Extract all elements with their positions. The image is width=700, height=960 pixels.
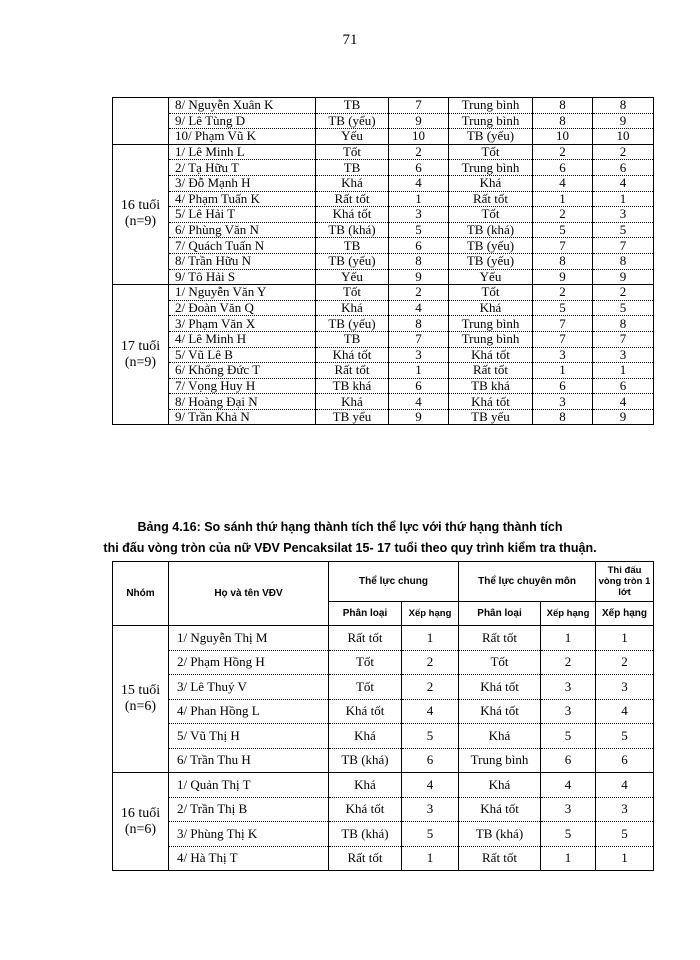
cell-gen-rank: 9 — [389, 409, 449, 425]
cell-gen-rank: 2 — [389, 285, 449, 301]
cell-spec-class: Tốt — [449, 285, 533, 301]
cell-spec-rank: 8 — [533, 98, 593, 114]
cell-spec-rank: 5 — [541, 822, 596, 847]
cell-gen-rank: 8 — [389, 253, 449, 269]
cell-spec-class: TB (yếu) — [449, 238, 533, 254]
cell-comp-rank: 5 — [596, 822, 654, 847]
cell-spec-rank: 6 — [533, 160, 593, 176]
cell-comp-rank: 7 — [593, 331, 654, 347]
cell-gen-class: Tốt — [329, 675, 402, 700]
cell-spec-rank: 4 — [541, 773, 596, 798]
cell-gen-rank: 3 — [389, 347, 449, 363]
cell-name: 5/ Vũ Thị H — [169, 724, 329, 749]
cell-name: 3/ Phạm Văn X — [169, 316, 316, 332]
table-caption-line2: thi đấu vòng tròn của nữ VĐV Pencaksilat 15- 17 tuổi theo quy trình kiểm tra thuận. — [103, 541, 597, 555]
cell-name: 8/ Nguyễn Xuân K — [169, 98, 316, 114]
cell-name: 1/ Quản Thị T — [169, 773, 329, 798]
cell-name: 8/ Hoàng Đại N — [169, 394, 316, 410]
cell-spec-rank: 3 — [541, 797, 596, 822]
cell-name: 3/ Lê Thuý V — [169, 675, 329, 700]
table-row — [113, 144, 654, 160]
cell-name: 5/ Vũ Lê B — [169, 347, 316, 363]
table-row — [113, 175, 654, 191]
cell-name: 2/ Tạ Hữu T — [169, 160, 316, 176]
cell-spec-class: Khá tốt — [459, 797, 541, 822]
cell-name: 2/ Trần Thị B — [169, 797, 329, 822]
cell-gen-rank: 5 — [389, 222, 449, 238]
header-general: Thể lực chung — [329, 562, 459, 602]
cell-gen-rank: 10 — [389, 129, 449, 145]
table-row — [113, 160, 654, 176]
cell-spec-class: Khá tốt — [459, 699, 541, 724]
cell-comp-rank: 6 — [593, 378, 654, 394]
cell-gen-rank: 2 — [402, 675, 459, 700]
cell-gen-rank: 7 — [389, 98, 449, 114]
cell-comp-rank: 8 — [593, 253, 654, 269]
cell-gen-rank: 1 — [402, 626, 459, 651]
cell-spec-rank: 8 — [533, 113, 593, 129]
cell-name: 2/ Đoàn Văn Q — [169, 300, 316, 316]
cell-spec-class: Rất tốt — [459, 846, 541, 871]
cell-gen-rank: 2 — [389, 144, 449, 160]
cell-spec-rank: 1 — [541, 846, 596, 871]
cell-spec-rank: 7 — [533, 316, 593, 332]
cell-spec-rank: 6 — [541, 748, 596, 773]
table-row — [113, 773, 654, 798]
cell-gen-class: Khá — [316, 300, 389, 316]
cell-spec-rank: 3 — [533, 347, 593, 363]
cell-comp-rank: 6 — [596, 748, 654, 773]
cell-spec-class: TB khá — [449, 378, 533, 394]
table-row — [113, 98, 654, 114]
group-label: 17 tuổi (n=9) — [113, 285, 169, 425]
cell-gen-rank: 5 — [402, 724, 459, 749]
table-row — [113, 129, 654, 145]
cell-gen-rank: 4 — [402, 699, 459, 724]
ranking-table-female — [112, 561, 654, 871]
cell-gen-class: Yếu — [316, 129, 389, 145]
cell-spec-rank: 2 — [533, 285, 593, 301]
cell-gen-rank: 4 — [389, 175, 449, 191]
cell-comp-rank: 2 — [593, 285, 654, 301]
cell-comp-rank: 5 — [593, 222, 654, 238]
table-row — [113, 253, 654, 269]
cell-comp-rank: 3 — [596, 797, 654, 822]
cell-spec-rank: 2 — [533, 207, 593, 223]
table-row — [113, 347, 654, 363]
table-row — [113, 699, 654, 724]
cell-spec-rank: 8 — [533, 409, 593, 425]
cell-comp-rank: 7 — [593, 238, 654, 254]
cell-name: 5/ Lê Hải T — [169, 207, 316, 223]
table-row — [113, 822, 654, 847]
header-gen-rank: Xếp hạng — [402, 602, 459, 626]
cell-comp-rank: 8 — [593, 98, 654, 114]
cell-gen-rank: 9 — [389, 269, 449, 285]
cell-gen-class: Khá — [329, 724, 402, 749]
header-group: Nhóm — [113, 562, 169, 626]
cell-gen-class: Tốt — [329, 650, 402, 675]
table-row — [113, 285, 654, 301]
cell-gen-class: TB (khá) — [329, 748, 402, 773]
cell-gen-rank: 3 — [402, 797, 459, 822]
cell-comp-rank: 1 — [596, 846, 654, 871]
cell-spec-rank: 5 — [533, 222, 593, 238]
cell-gen-rank: 1 — [389, 191, 449, 207]
cell-gen-rank: 1 — [402, 846, 459, 871]
table-row — [113, 724, 654, 749]
cell-gen-rank: 2 — [402, 650, 459, 675]
cell-spec-class: TB (khá) — [459, 822, 541, 847]
cell-comp-rank: 1 — [596, 626, 654, 651]
cell-spec-class: Trung bình — [449, 316, 533, 332]
cell-spec-rank: 3 — [533, 394, 593, 410]
cell-comp-rank: 9 — [593, 269, 654, 285]
cell-spec-class: Khá tốt — [449, 394, 533, 410]
cell-gen-class: Khá — [316, 394, 389, 410]
cell-comp-rank: 4 — [593, 175, 654, 191]
cell-gen-class: TB (khá) — [329, 822, 402, 847]
cell-gen-class: TB (yếu) — [316, 316, 389, 332]
cell-comp-rank: 4 — [593, 394, 654, 410]
cell-name: 7/ Vọng Huy H — [169, 378, 316, 394]
cell-gen-class: Tốt — [316, 285, 389, 301]
cell-name: 3/ Đỗ Mạnh H — [169, 175, 316, 191]
table-row — [113, 300, 654, 316]
cell-spec-rank: 1 — [533, 363, 593, 379]
cell-gen-rank: 8 — [389, 316, 449, 332]
cell-gen-rank: 5 — [402, 822, 459, 847]
cell-spec-rank: 10 — [533, 129, 593, 145]
cell-gen-class: TB (yếu) — [316, 253, 389, 269]
table-row — [113, 846, 654, 871]
cell-comp-rank: 9 — [593, 409, 654, 425]
table-row — [113, 238, 654, 254]
cell-spec-rank: 2 — [541, 650, 596, 675]
ranking-table-continued — [112, 97, 654, 425]
cell-comp-rank: 3 — [596, 675, 654, 700]
cell-comp-rank: 4 — [596, 699, 654, 724]
cell-name: 4/ Lê Minh H — [169, 331, 316, 347]
cell-gen-rank: 6 — [389, 238, 449, 254]
cell-gen-class: Khá — [329, 773, 402, 798]
cell-gen-class: Khá — [316, 175, 389, 191]
cell-gen-class: Rất tốt — [316, 191, 389, 207]
table-row — [113, 378, 654, 394]
cell-spec-class: Trung bình — [449, 331, 533, 347]
cell-gen-class: TB — [316, 331, 389, 347]
header-special: Thể lực chuyên môn — [459, 562, 596, 602]
cell-gen-rank: 4 — [389, 394, 449, 410]
header-spec-class: Phân loại — [459, 602, 541, 626]
cell-name: 7/ Quách Tuấn N — [169, 238, 316, 254]
cell-gen-class: TB — [316, 98, 389, 114]
cell-spec-class: Khá tốt — [449, 347, 533, 363]
cell-gen-rank: 1 — [389, 363, 449, 379]
cell-comp-rank: 3 — [593, 347, 654, 363]
cell-spec-rank: 3 — [541, 675, 596, 700]
cell-spec-class: Khá — [449, 300, 533, 316]
table-row — [113, 626, 654, 651]
cell-spec-rank: 4 — [533, 175, 593, 191]
cell-name: 1/ Nguyễn Thị M — [169, 626, 329, 651]
cell-comp-rank: 1 — [593, 191, 654, 207]
cell-spec-class: Khá — [449, 175, 533, 191]
cell-spec-class: Trung bình — [449, 160, 533, 176]
table-row — [113, 331, 654, 347]
cell-name: 4/ Hà Thị T — [169, 846, 329, 871]
cell-name: 8/ Trần Hữu N — [169, 253, 316, 269]
header-spec-rank: Xếp hạng — [541, 602, 596, 626]
cell-spec-class: Rất tốt — [459, 626, 541, 651]
cell-gen-rank: 9 — [389, 113, 449, 129]
header-name: Họ và tên VĐV — [169, 562, 329, 626]
group-label — [113, 98, 169, 145]
cell-name: 6/ Trần Thu H — [169, 748, 329, 773]
cell-name: 10/ Phạm Vũ K — [169, 129, 316, 145]
header-comp-rank: Xếp hạng — [596, 602, 654, 626]
cell-comp-rank: 6 — [593, 160, 654, 176]
cell-name: 4/ Phạm Tuấn K — [169, 191, 316, 207]
table-row — [113, 363, 654, 379]
table-row — [113, 222, 654, 238]
cell-spec-class: Tốt — [449, 207, 533, 223]
cell-spec-rank: 7 — [533, 331, 593, 347]
cell-comp-rank: 2 — [593, 144, 654, 160]
cell-name: 9/ Tô Hải S — [169, 269, 316, 285]
cell-comp-rank: 9 — [593, 113, 654, 129]
cell-spec-class: Rất tốt — [449, 191, 533, 207]
cell-spec-class: Khá tốt — [459, 675, 541, 700]
cell-gen-class: Rất tốt — [316, 363, 389, 379]
cell-spec-class: Trung bình — [449, 113, 533, 129]
cell-spec-rank: 8 — [533, 253, 593, 269]
table-row — [113, 748, 654, 773]
cell-comp-rank: 4 — [596, 773, 654, 798]
cell-name: 4/ Phan Hồng L — [169, 699, 329, 724]
cell-spec-class: TB (yếu) — [449, 129, 533, 145]
cell-spec-class: TB (yếu) — [449, 253, 533, 269]
cell-name: 2/ Phạm Hồng H — [169, 650, 329, 675]
cell-gen-class: Khá tốt — [316, 207, 389, 223]
table-row — [113, 797, 654, 822]
cell-spec-rank: 1 — [533, 191, 593, 207]
cell-spec-class: Khá — [459, 724, 541, 749]
cell-comp-rank: 1 — [593, 363, 654, 379]
cell-gen-class: Yếu — [316, 269, 389, 285]
cell-gen-class: Khá tốt — [329, 797, 402, 822]
table-row — [113, 650, 654, 675]
group-label: 16 tuổi (n=6) — [113, 773, 169, 871]
cell-comp-rank: 5 — [593, 300, 654, 316]
table-row — [113, 316, 654, 332]
cell-spec-class: TB yếu — [449, 409, 533, 425]
cell-gen-class: TB (khá) — [316, 222, 389, 238]
cell-spec-class: Yếu — [449, 269, 533, 285]
cell-comp-rank: 2 — [596, 650, 654, 675]
cell-name: 9/ Lê Tùng D — [169, 113, 316, 129]
cell-gen-class: TB — [316, 238, 389, 254]
cell-spec-rank: 6 — [533, 378, 593, 394]
cell-spec-class: Tốt — [459, 650, 541, 675]
table-row — [113, 409, 654, 425]
cell-spec-rank: 2 — [533, 144, 593, 160]
cell-spec-rank: 3 — [541, 699, 596, 724]
cell-gen-class: Rất tốt — [329, 626, 402, 651]
cell-gen-rank: 7 — [389, 331, 449, 347]
cell-gen-rank: 4 — [402, 773, 459, 798]
cell-gen-class: Tốt — [316, 144, 389, 160]
cell-gen-rank: 4 — [389, 300, 449, 316]
table-row — [113, 394, 654, 410]
cell-gen-class: Rất tốt — [329, 846, 402, 871]
header-competition: Thi đấu vòng tròn 1 lớt — [596, 562, 654, 602]
cell-name: 1/ Lê Minh L — [169, 144, 316, 160]
cell-spec-rank: 5 — [533, 300, 593, 316]
cell-spec-class: Trung bình — [449, 98, 533, 114]
group-label: 16 tuổi (n=9) — [113, 144, 169, 284]
cell-name: 6/ Khổng Đức T — [169, 363, 316, 379]
cell-gen-class: Khá tốt — [329, 699, 402, 724]
table-row — [113, 207, 654, 223]
cell-name: 1/ Nguyễn Văn Y — [169, 285, 316, 301]
table-row — [113, 191, 654, 207]
cell-spec-class: Rất tốt — [449, 363, 533, 379]
cell-spec-rank: 7 — [533, 238, 593, 254]
cell-comp-rank: 8 — [593, 316, 654, 332]
cell-comp-rank: 5 — [596, 724, 654, 749]
cell-comp-rank: 10 — [593, 129, 654, 145]
cell-spec-class: Tốt — [449, 144, 533, 160]
cell-gen-rank: 6 — [389, 378, 449, 394]
page-number: 71 — [342, 32, 358, 48]
cell-gen-rank: 6 — [389, 160, 449, 176]
cell-spec-rank: 5 — [541, 724, 596, 749]
cell-name: 3/ Phùng Thị K — [169, 822, 329, 847]
cell-spec-class: Trung bình — [459, 748, 541, 773]
header-gen-class: Phân loại — [329, 602, 402, 626]
cell-comp-rank: 3 — [593, 207, 654, 223]
cell-gen-class: TB yếu — [316, 409, 389, 425]
cell-name: 9/ Trần Khả N — [169, 409, 316, 425]
cell-spec-rank: 9 — [533, 269, 593, 285]
cell-spec-rank: 1 — [541, 626, 596, 651]
cell-gen-rank: 3 — [389, 207, 449, 223]
cell-gen-rank: 6 — [402, 748, 459, 773]
cell-gen-class: TB khá — [316, 378, 389, 394]
cell-spec-class: TB (khá) — [449, 222, 533, 238]
table-caption-line1: Bảng 4.16: So sánh thứ hạng thành tích thể lực với thứ hạng thành tích — [137, 520, 563, 534]
table-row — [113, 113, 654, 129]
group-label: 15 tuổi (n=6) — [113, 626, 169, 773]
cell-gen-class: TB (yếu) — [316, 113, 389, 129]
cell-spec-class: Khá — [459, 773, 541, 798]
cell-name: 6/ Phùng Văn N — [169, 222, 316, 238]
cell-gen-class: Khá tốt — [316, 347, 389, 363]
table-row — [113, 269, 654, 285]
cell-gen-class: TB — [316, 160, 389, 176]
table-row — [113, 675, 654, 700]
